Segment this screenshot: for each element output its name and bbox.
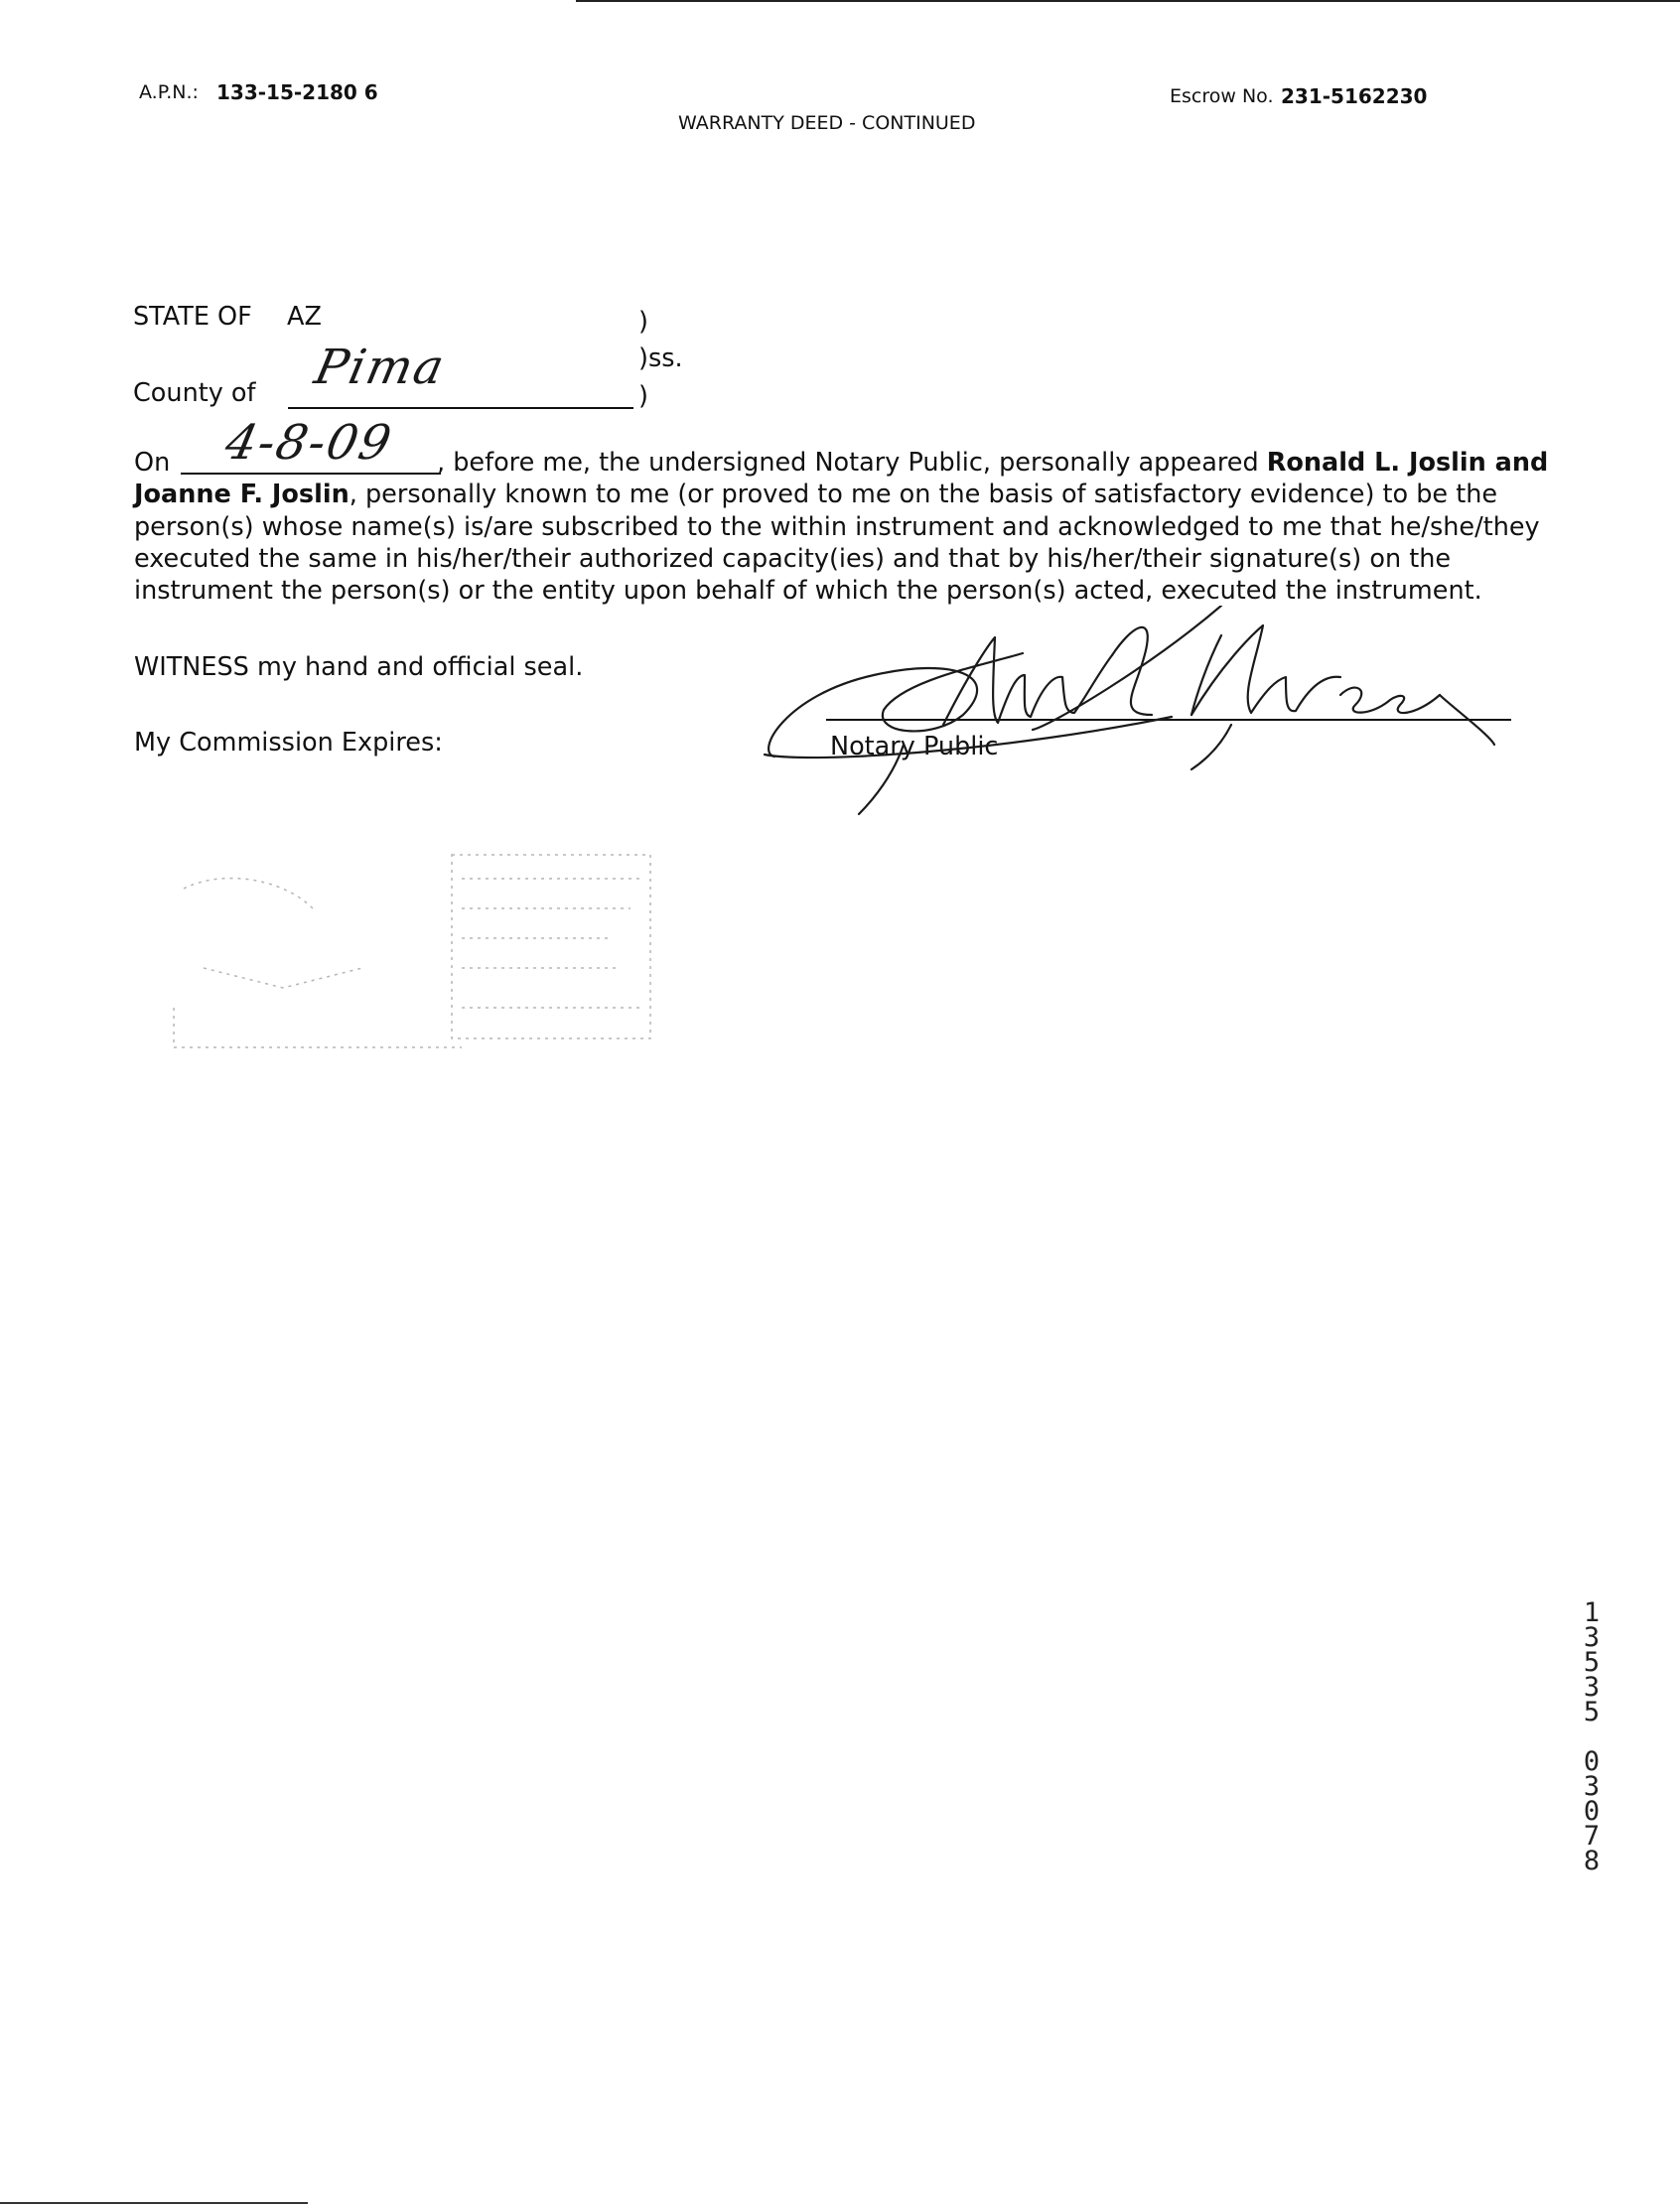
margin-digit: 8	[1583, 1846, 1601, 1876]
margin-digit: 7	[1583, 1821, 1601, 1852]
ack-line4: executed the same in his/her/their authorized capacity(ies) and that by his/her/their signature(s) on the	[134, 544, 1452, 574]
margin-digit: 3	[1583, 1622, 1601, 1653]
state-label: STATE OF	[133, 302, 252, 332]
venue-paren-close: )	[638, 381, 648, 411]
margin-record-number	[1577, 1597, 1607, 1876]
margin-digit: 5	[1583, 1697, 1601, 1727]
appearer-name-1: Ronald L. Joslin and	[1266, 448, 1549, 478]
ack-line5: instrument the person(s) or the entity upon behalf of which the person(s) acted, executed the instrument.	[134, 576, 1482, 606]
margin-digit: 3	[1583, 1771, 1601, 1802]
escrow-label: Escrow No.	[1170, 85, 1274, 107]
apn-value: 133-15-2180 6	[216, 80, 378, 104]
margin-digit: 3	[1583, 1672, 1601, 1703]
margin-digit: 5	[1583, 1647, 1601, 1678]
county-label: County of	[133, 378, 256, 408]
faded-notary-stamp	[164, 849, 660, 1052]
ack-line1-text: , before me, the undersigned Notary Public, personally appeared	[437, 448, 1259, 478]
ack-line3: person(s) whose name(s) is/are subscribed to the within instrument and acknowledged to me that he/she/they	[134, 512, 1540, 542]
witness-text: WITNESS my hand and official seal.	[134, 652, 584, 682]
county-underline	[288, 407, 633, 409]
appearer-name-2: Joanne F. Joslin	[134, 480, 350, 509]
county-handwritten: Pima	[310, 340, 451, 395]
state-value: AZ	[287, 302, 322, 332]
notary-signature	[755, 606, 1509, 824]
margin-digit: 0	[1583, 1746, 1601, 1777]
venue-paren-open: )	[638, 307, 648, 337]
margin-digit: 0	[1583, 1796, 1601, 1827]
ack-line2	[134, 478, 1497, 511]
ack-line1	[437, 446, 1548, 480]
document-title: WARRANTY DEED - CONTINUED	[678, 112, 976, 134]
on-label: On	[134, 448, 171, 478]
date-underline	[181, 473, 441, 475]
venue-ss: )ss.	[638, 344, 683, 373]
escrow-value: 231-5162230	[1281, 84, 1428, 108]
commission-expires-label: My Commission Expires:	[134, 728, 443, 758]
top-border-line	[576, 0, 1680, 2]
apn-label: A.P.N.:	[139, 81, 199, 103]
ack-line2-text: , personally known to me (or proved to me on the basis of satisfactory evidence) to be the	[349, 480, 1498, 509]
notary-public-label: Notary Public	[830, 732, 999, 761]
bottom-border-line	[0, 2202, 308, 2204]
date-handwritten: 4-8-09	[220, 415, 398, 471]
margin-digit: 1	[1583, 1597, 1601, 1628]
